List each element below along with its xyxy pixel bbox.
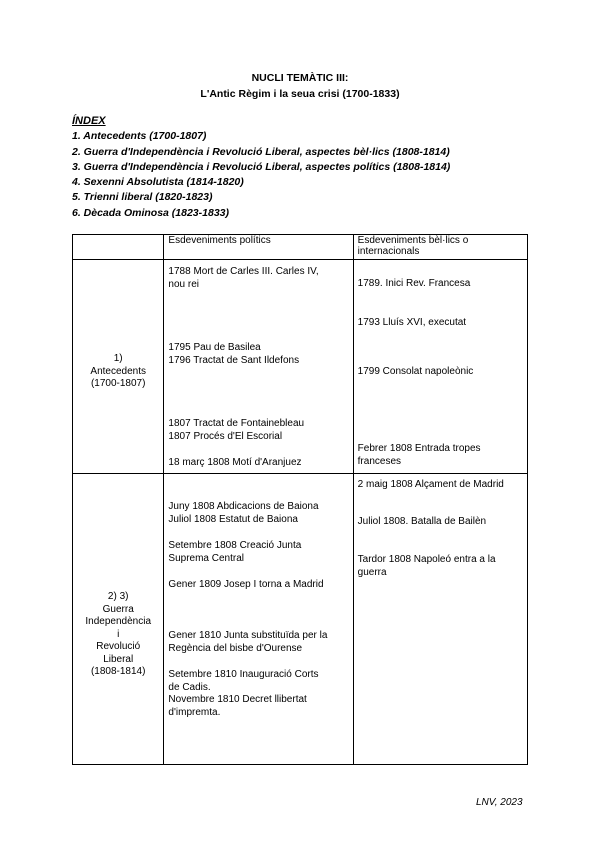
table-row	[73, 260, 528, 474]
header-international: Esdeveniments bèl·lics o internacionals	[353, 235, 527, 260]
event-item: Gener 1810 Junta substituïda per la Regència del bisbe d'Ourense	[168, 630, 328, 654]
event-item: Juny 1808 Abdicacions de Baiona Juliol 1808 Estatut de Baiona	[168, 501, 319, 525]
event-item: Gener 1809 Josep I torna a Madrid	[168, 579, 324, 590]
row-label-cell	[73, 260, 164, 474]
events-table	[72, 234, 528, 765]
political-cell	[164, 260, 353, 474]
international-cell	[353, 474, 527, 765]
row-label-cell	[73, 474, 164, 765]
index-item: 4. Sexenni Absolutista (1814-1820)	[72, 176, 244, 189]
document-subtitle: L'Antic Règim i la seua crisi (1700-1833)	[200, 88, 400, 100]
event-item: Febrer 1808 Entrada tropes franceses	[357, 443, 481, 467]
index-item: 5. Trienni liberal (1820-1823)	[72, 191, 213, 204]
header-political: Esdeveniments polítics	[164, 235, 353, 260]
international-cell	[353, 260, 527, 474]
table-row	[73, 474, 528, 765]
event-item: Setembre 1810 Inauguració Corts de Cadis. Novembre 1810 Decret llibertat d'impremta.	[168, 669, 319, 718]
row-label: 2) 3) Guerra Independència i Revolució Liberal (1808-1814)	[85, 591, 152, 677]
event-item: 1807 Tractat de Fontainebleau 1807 Procés d'El Escorial	[168, 418, 305, 442]
event-item: 1789. Inici Rev. Francesa	[357, 278, 471, 289]
row-label: 1) Antecedents (1700-1807)	[90, 353, 147, 389]
event-item: 1795 Pau de Basilea 1796 Tractat de Sant Ildefons	[168, 342, 300, 366]
document-title: NUCLI TEMÀTIC III:	[251, 72, 349, 84]
event-item: 1799 Consolat napoleònic	[357, 366, 474, 377]
event-item: 2 maig 1808 Alçament de Madrid	[357, 479, 504, 490]
event-item: Juliol 1808. Batalla de Bailèn	[357, 516, 487, 527]
index-heading: ÍNDEX	[72, 115, 106, 127]
event-item: Tardor 1808 Napoleó entra a la guerra	[357, 554, 496, 578]
event-item: 1788 Mort de Carles III. Carles IV, nou rei	[168, 266, 319, 290]
index-item: 6. Dècada Ominosa (1823-1833)	[72, 206, 229, 219]
header-cell-empty	[73, 235, 164, 260]
event-item: Setembre 1808 Creació Junta Suprema Central	[168, 540, 302, 564]
footer-credit: LNV, 2023	[476, 797, 523, 808]
table-header-row	[73, 235, 528, 260]
index-list	[72, 114, 450, 221]
event-item: 1793 Lluís XVI, executat	[357, 317, 467, 328]
index-item: 1. Antecedents (1700-1807)	[72, 130, 207, 143]
index-item: 2. Guerra d'Independència i Revolució Liberal, aspectes bèl·lics (1808-1814)	[72, 145, 450, 158]
political-cell	[164, 474, 353, 765]
event-item: 18 març 1808 Motí d'Aranjuez	[168, 457, 302, 468]
index-item: 3. Guerra d'Independència i Revolució Liberal, aspectes polítics (1808-1814)	[72, 160, 451, 173]
